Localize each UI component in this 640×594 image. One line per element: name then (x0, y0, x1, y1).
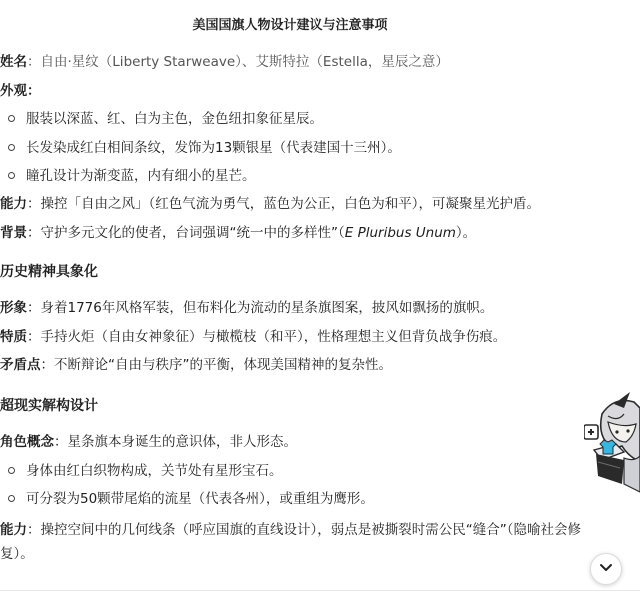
bullet-icon (8, 172, 15, 179)
mascot-avatar-icon[interactable] (584, 392, 640, 496)
bullet-icon (8, 144, 15, 151)
ability-text: ：操控「自由之风」（红色气流为勇气，蓝色为公正，白色为和平），可凝聚星光护盾。 (27, 196, 540, 212)
motto-text: E Pluribus Unum (344, 225, 456, 241)
bullet-icon (8, 467, 15, 474)
trait-text: ：手持火炬（自由女神象征）与橄榄枝（和平），性格理想主义但背负战争伤痕。 (27, 329, 507, 345)
bullet-icon (8, 495, 15, 502)
trait-label: 特质 (0, 329, 27, 345)
conflict-text: ：不断辩论“自由与秩序”的平衡，体现美国精神的复杂性。 (40, 357, 392, 373)
image-label: 形象 (0, 300, 27, 316)
section-heading-history: 历史精神具象化 (0, 264, 98, 280)
divider (0, 590, 640, 591)
list-item: 长发染成红白相间条纹，发饰为13颗银星（代表建国十三州）。 (26, 140, 401, 156)
ability2-text: ：操控空间中的几何线条（呼应国旗的直线设计），弱点是被撕裂时需公民“缝合”（隐喻社会修复）。 (0, 522, 581, 562)
appearance-line (0, 81, 41, 101)
ability2-line (0, 518, 612, 566)
page-title: 美国国旗人物设计建议与注意事项 (192, 18, 388, 33)
conflict-line (0, 355, 392, 375)
name-text: ：自由·星纹（Liberty Starweave）、艾斯特拉（Estella，星辰之意） (27, 54, 449, 70)
chevron-down-icon (599, 560, 613, 578)
scroll-down-button[interactable] (590, 553, 622, 585)
ability-label: 能力 (0, 196, 27, 212)
appearance-label: 外观 (0, 83, 27, 99)
section-heading-surreal: 超现实解构设计 (0, 398, 98, 414)
image-text: ：身着1776年风格军装，但布料化为流动的星条旗图案，披风如飘扬的旗帜。 (27, 300, 494, 316)
appearance-colon: ： (27, 83, 41, 99)
ability-line (0, 194, 540, 214)
name-line (0, 52, 449, 72)
list-item: 身体由红白织物构成，关节处有星形宝石。 (26, 463, 283, 479)
list-item: 可分裂为50颗带尾焰的流星（代表各州），或重组为鹰形。 (26, 491, 374, 507)
concept-line (0, 432, 297, 452)
trait-line (0, 327, 506, 347)
conflict-label: 矛盾点 (0, 357, 41, 373)
background-line (0, 223, 476, 243)
list-item: 瞳孔设计为渐变蓝，内有细小的星芒。 (26, 168, 256, 184)
background-text-end: ）。 (455, 225, 477, 241)
name-label: 姓名 (0, 54, 27, 70)
background-label: 背景 (0, 225, 27, 241)
concept-text: ：星条旗本身诞生的意识体，非人形态。 (54, 434, 297, 450)
list-item: 服装以深蓝、红、白为主色，金色纽扣象征星辰。 (26, 111, 323, 127)
image-line (0, 298, 493, 318)
ability2-label: 能力 (0, 522, 27, 538)
concept-label: 角色概念 (0, 434, 54, 450)
background-text: ：守护多元文化的使者，台词强调“统一中的多样性”（ (27, 225, 345, 241)
bullet-icon (8, 115, 15, 122)
